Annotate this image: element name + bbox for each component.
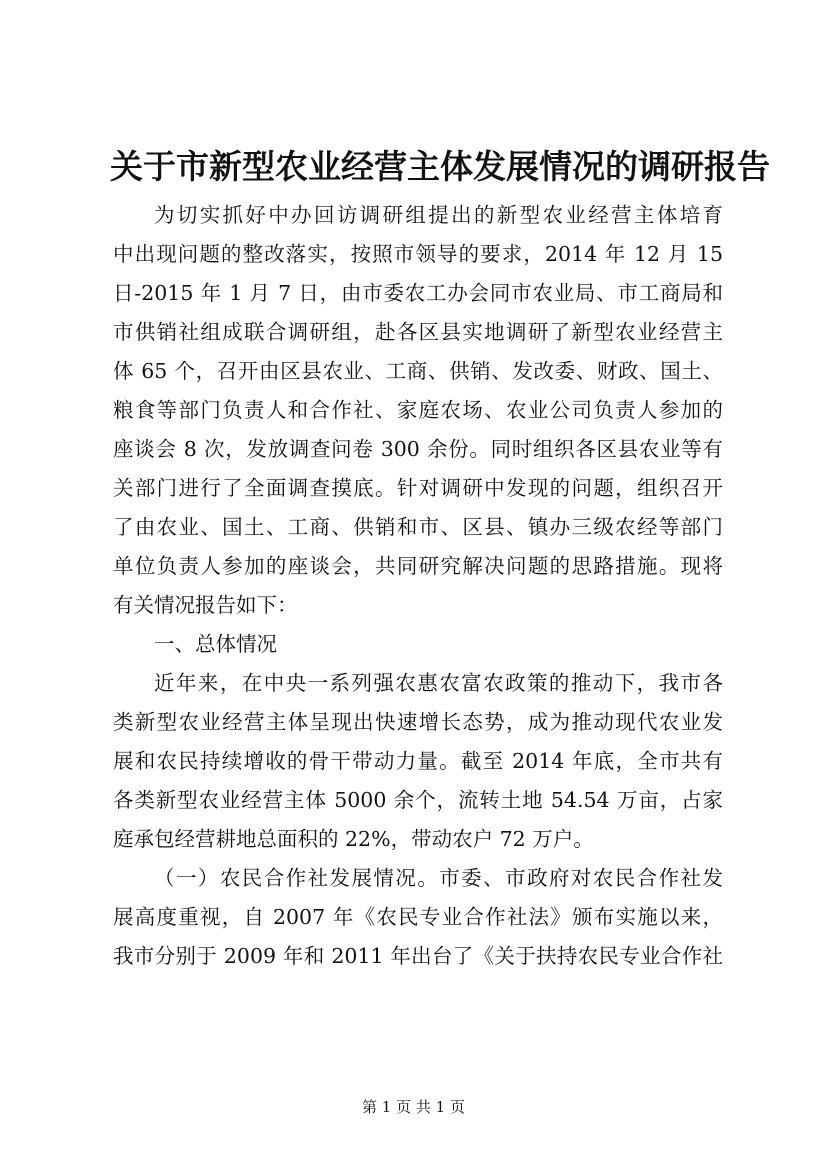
paragraph-line: 关部门进行了全面调查摸底。针对调研中发现的问题，组织召开	[113, 476, 723, 500]
paragraph-line: 单位负责人参加的座谈会，共同研究解决问题的思路措施。现将	[113, 554, 723, 578]
paragraph-line: 为切实抓好中办回访调研组提出的新型农业经营主体培育	[154, 203, 723, 227]
paragraph-line: 体 65 个，召开由区县农业、工商、供销、发改委、财政、国土、	[113, 359, 723, 383]
paragraph-line: 我市分别于 2009 年和 2011 年出台了《关于扶持农民专业合作社	[113, 944, 723, 968]
paragraph-line: （一）农民合作社发展情况。市委、市政府对农民合作社发	[154, 866, 723, 890]
paragraph-line: 中出现问题的整改落实，按照市领导的要求，2014 年 12 月 15	[113, 242, 723, 266]
paragraph-line: 座谈会 8 次，发放调查问卷 300 余份。同时组织各区县农业等有	[113, 437, 723, 461]
section-heading: 一、总体情况	[154, 632, 277, 656]
paragraph-line: 展高度重视，自 2007 年《农民专业合作社法》颁布实施以来，	[113, 905, 723, 929]
paragraph-line: 近年来，在中央一系列强农惠农富农政策的推动下，我市各	[154, 671, 723, 695]
paragraph-line: 庭承包经营耕地总面积的 22%，带动农户 72 万户。	[113, 827, 594, 851]
paragraph-line: 市供销社组成联合调研组，赴各区县实地调研了新型农业经营主	[113, 320, 723, 344]
page-footer: 第 1 页 共 1 页	[362, 1098, 465, 1116]
paragraph-line: 日-2015 年 1 月 7 日，由市委农工办会同市农业局、市工商局和	[113, 281, 723, 305]
paragraph-line: 各类新型农业经营主体 5000 余个，流转土地 54.54 万亩，占家	[113, 788, 723, 812]
document-body	[113, 196, 723, 976]
paragraph-line: 有关情况报告如下：	[113, 593, 298, 617]
paragraph-line: 粮食等部门负责人和合作社、家庭农场、农业公司负责人参加的	[113, 398, 723, 422]
paragraph-line: 了由农业、国土、工商、供销和市、区县、镇办三级农经等部门	[113, 515, 723, 539]
paragraph-line: 展和农民持续增收的骨干带动力量。截至 2014 年底，全市共有	[113, 749, 723, 773]
document-title: 关于市新型农业经营主体发展情况的调研报告	[110, 147, 770, 186]
paragraph-line: 类新型农业经营主体呈现出快速增长态势，成为推动现代农业发	[113, 710, 723, 734]
